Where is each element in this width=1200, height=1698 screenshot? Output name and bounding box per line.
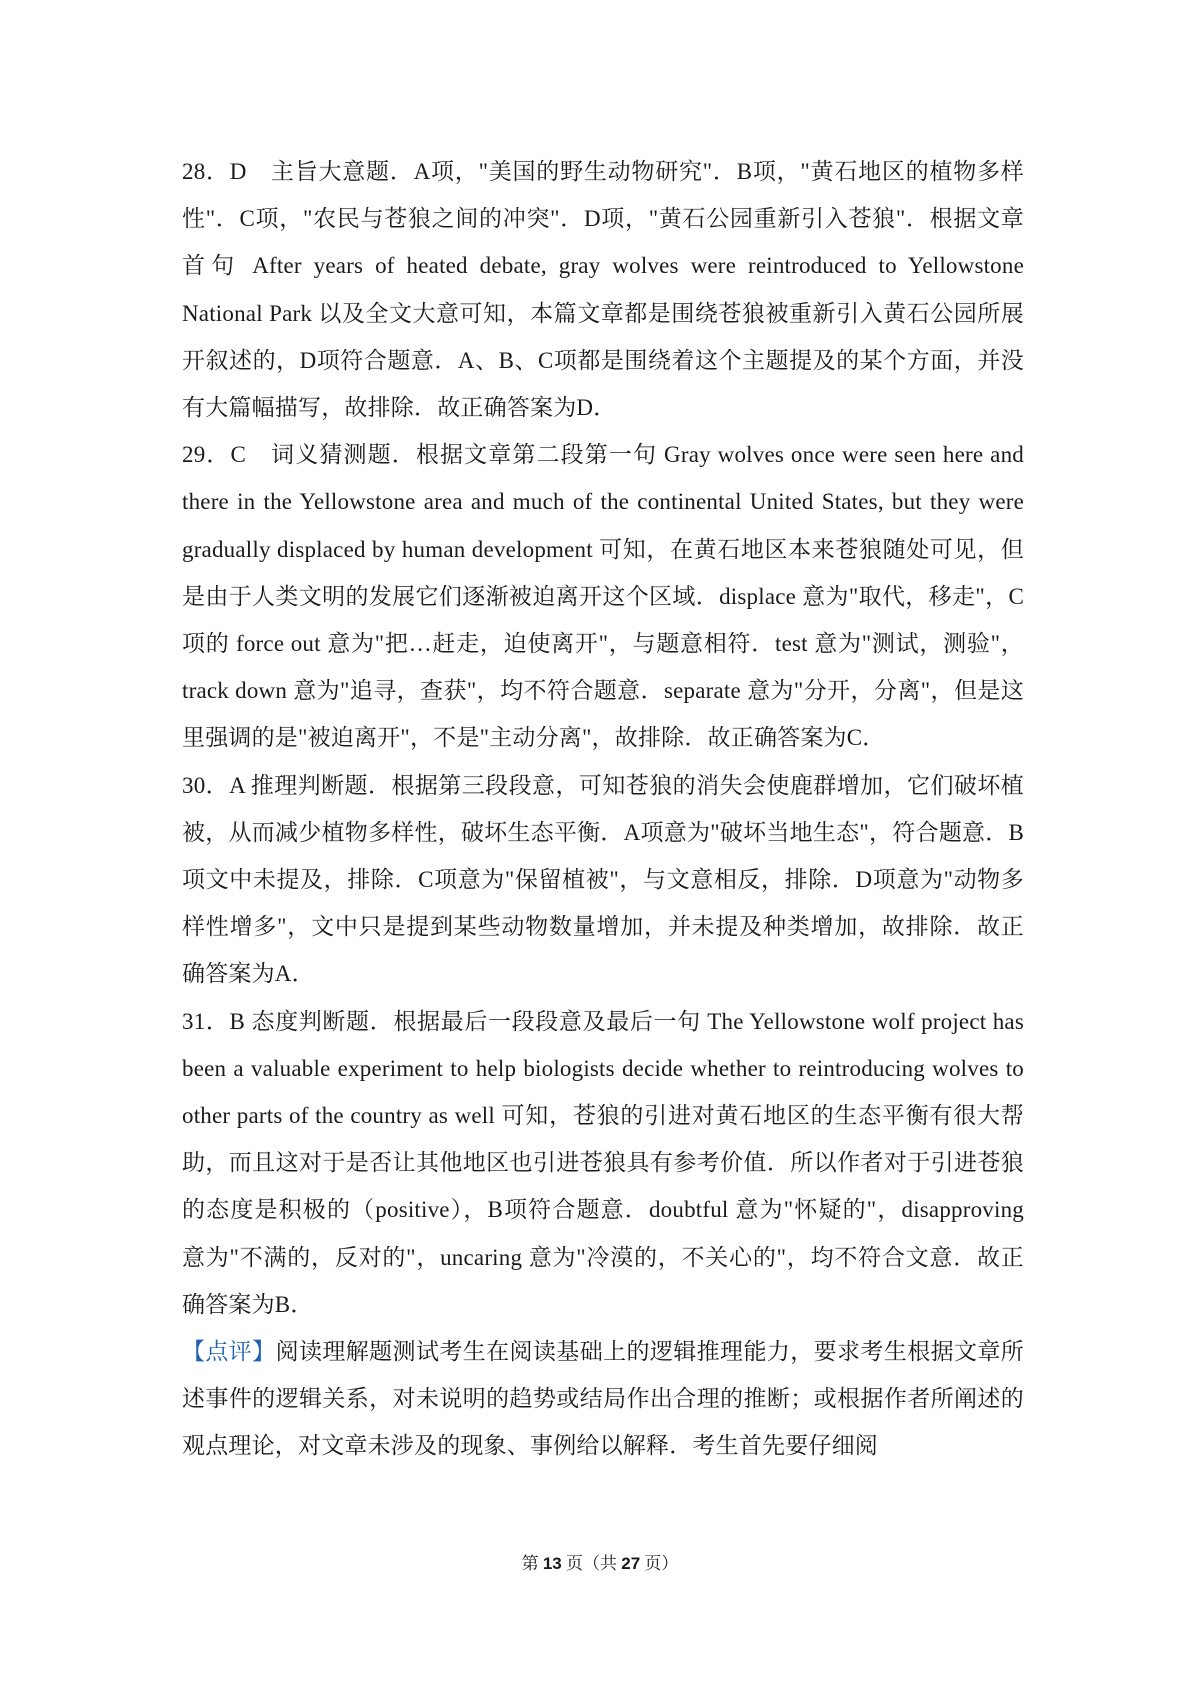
answer-28: 28．D 主旨大意题．A项，"美国的野生动物研究"．B项，"黄石地区的植物多样性"．C项，"农民与苍狼之间的冲突"．D项，"黄石公园重新引入苍狼"．根据文章首句 After years of heated debate, gray wolves were reintroduced to Yellowstone National Park 以及全文大意可知，本篇文章都是围绕苍狼被重新引入黄石公园所展开叙述的，D项符合题意．A、B、C项都是围绕着这个主题提及的某个方面，并没有大篇幅描写，故排除．故正确答案为D． <box>182 159 1025 421</box>
answer-29: 29．C 词义猜测题．根据文章第二段第一句 Gray wolves once were seen here and there in the Yellowstone area and much of the continental United States, but they were gradually displaced by human development 可知，在黄石地区本来苍狼随处可见，但是由于人类文明的发展它们逐渐被迫离开这个区域．displace 意为"取代，移走"，C项的 force out 意为"把…赶走，迫使离开"，与题意相符．test 意为"测试，测验"，track down 意为"追寻，查获"，均不符合题意．separate 意为"分开，分离"，但是这里强调的是"被迫离开"，不是"主动分离"，故排除．故正确答案为C． <box>182 442 1024 751</box>
footer-middle: 页（共 <box>566 1554 617 1573</box>
review-tag: 【点评】 <box>182 1339 276 1365</box>
total-pages-number: 27 <box>621 1554 641 1573</box>
footer-prefix: 第 <box>521 1554 539 1573</box>
page-footer <box>0 1549 1200 1574</box>
review-paragraph <box>182 1328 1024 1470</box>
current-page-number: 13 <box>542 1554 562 1573</box>
answer-31: 31．B 态度判断题．根据最后一段段意及最后一句 The Yellowstone wolf project has been a valuable experiment to help biologists decide whether to reintroducing wolves to other parts of the country as well 可知，苍狼的引进对黄石地区的生态平衡有很大帮助，而且这对于是否让其他地区也引进苍狼具有参考价值．所以作者对于引进苍狼的态度是积极的（positive），B项符合题意．doubtful 意为"怀疑的"，disapproving 意为"不满的，反对的"，uncaring 意为"冷漠的，不关心的"，均不符合文意．故正确答案为B． <box>182 1008 1024 1317</box>
answer-30: 30．A 推理判断题．根据第三段段意，可知苍狼的消失会使鹿群增加，它们破坏植被，从而减少植物多样性，破坏生态平衡．A项意为"破坏当地生态"，符合题意．B项文中未提及，排除．C项意为"保留植被"，与文意相反，排除．D项意为"动物多样性增多"，文中只是提到某些动物数量增加，并未提及种类增加，故排除．故正确答案为A． <box>182 772 1024 987</box>
review-text: 阅读理解题测试考生在阅读基础上的逻辑推理能力，要求考生根据文章所述事件的逻辑关系，对未说明的趋势或结局作出合理的推断；或根据作者所阐述的观点理论，对文章未涉及的现象、事例给以解释．考生首先要仔细阅 <box>182 1339 1024 1459</box>
footer-suffix: 页） <box>644 1554 679 1573</box>
answer-explanations <box>182 148 1024 1470</box>
